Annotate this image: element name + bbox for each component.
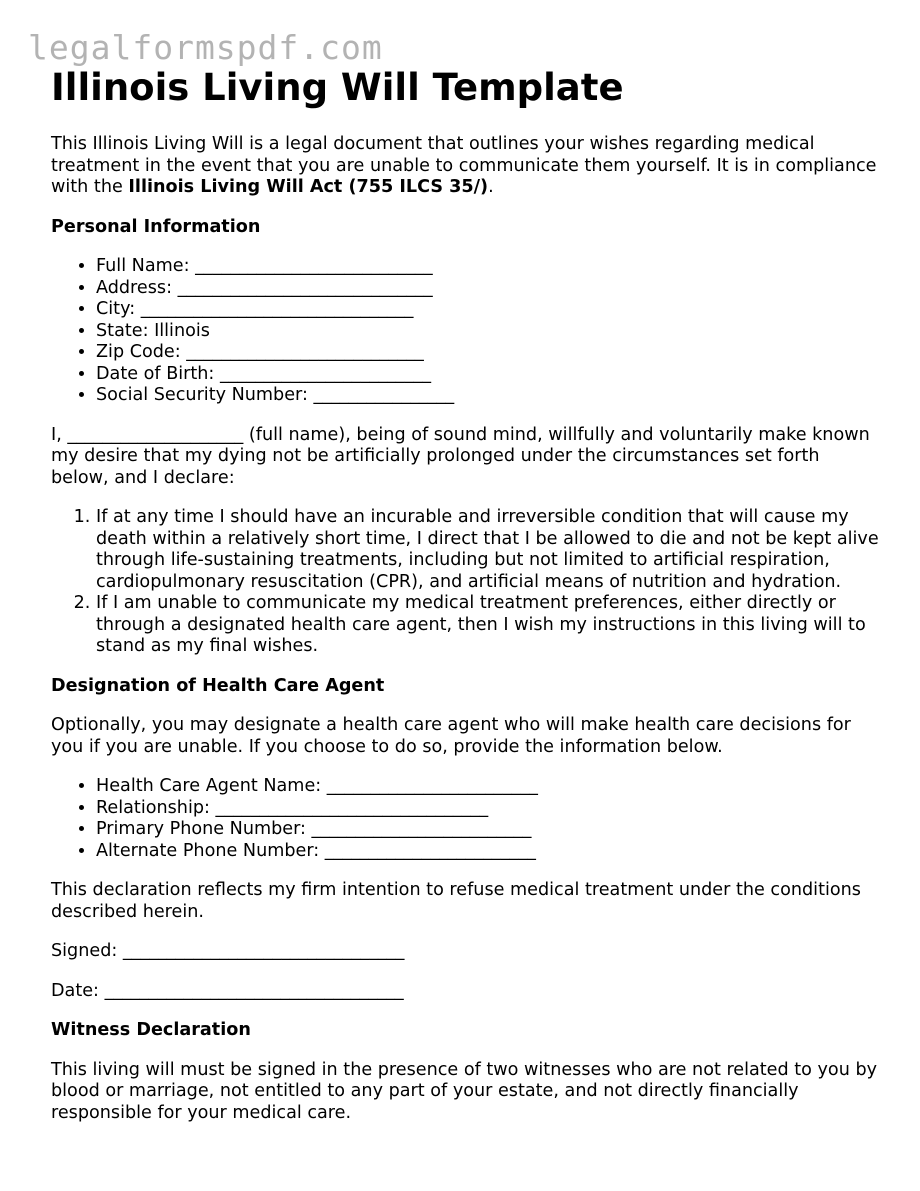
firm-intention-paragraph: This declaration reflects my firm intention to refuse medical treatment under the conditions described herein. <box>51 880 861 922</box>
intro-text: This Illinois Living Will is a legal document that outlines your wishes regarding medical treatment in the event that you are unable to communicate them yourself. It is in compliance with the <box>51 134 877 197</box>
agent-heading: Designation of Health Care Agent <box>51 675 385 696</box>
agent-paragraph: Optionally, you may designate a health care agent who will make health care decisions for you if you are unable. If you choose to do so, provide the information below. <box>51 715 851 757</box>
personal-info-zip-code: • Zip Code: ___________________________ <box>96 342 881 364</box>
signed-line: Signed: ________________________________ <box>51 941 405 961</box>
witness-heading: Witness Declaration <box>51 1020 251 1040</box>
personal-info-date-of-birth: • Date of Birth: ________________________ <box>96 364 881 386</box>
intro-paragraph <box>51 134 881 199</box>
document-page <box>51 62 881 1124</box>
personal-info-list <box>51 256 881 407</box>
intro-text-end: . <box>488 177 494 197</box>
personal-info-address: • Address: _____________________________ <box>96 278 881 300</box>
personal-info-state: • State: Illinois <box>96 321 881 343</box>
watermark: legalformspdf.com <box>28 28 383 67</box>
personal-info-ssn: • Social Security Number: ________________ <box>96 385 881 407</box>
intro-act-reference: Illinois Living Will Act (755 ILCS 35/) <box>128 177 489 197</box>
agent-info-list <box>51 776 881 862</box>
date-line: Date: __________________________________ <box>51 980 404 1001</box>
agent-name: • Health Care Agent Name: ________________________ <box>96 776 881 798</box>
personal-info-city: • City: _______________________________ <box>96 299 881 321</box>
agent-relationship: • Relationship: _______________________________ <box>96 798 881 820</box>
agent-primary-phone: • Primary Phone Number: _________________________ <box>96 819 881 841</box>
condition-item: 1. If at any time I should have an incurable and irreversible condition that will cause my death within a relatively short time, I direct that I be allowed to die and not be kept alive through life-sustaining treatments, including but not limited to artificial respiration, cardiopulmonary resuscitation (CPR), and artificial means of nutrition and hydration. <box>96 507 881 593</box>
personal-info-full-name: • Full Name: ___________________________ <box>96 256 881 278</box>
conditions-list <box>51 507 881 658</box>
declaration-paragraph: I, ____________________ (full name), being of sound mind, willfully and voluntarily make known my desire that my dying not be artificially prolonged under the circumstances set forth below, and I declare: <box>51 424 870 488</box>
personal-info-heading: Personal Information <box>51 216 261 237</box>
condition-item: 2. If I am unable to communicate my medical treatment preferences, either directly or through a designated health care agent, then I wish my instructions in this living will to stand as my final wishes. <box>96 593 881 658</box>
witness-paragraph: This living will must be signed in the presence of two witnesses who are not related to you by blood or marriage, not entitled to any part of your estate, and not directly financially responsible for your medical care. <box>51 1059 878 1123</box>
page-title: Illinois Living Will Template <box>51 66 624 109</box>
agent-alternate-phone: • Alternate Phone Number: ________________________ <box>96 841 881 863</box>
